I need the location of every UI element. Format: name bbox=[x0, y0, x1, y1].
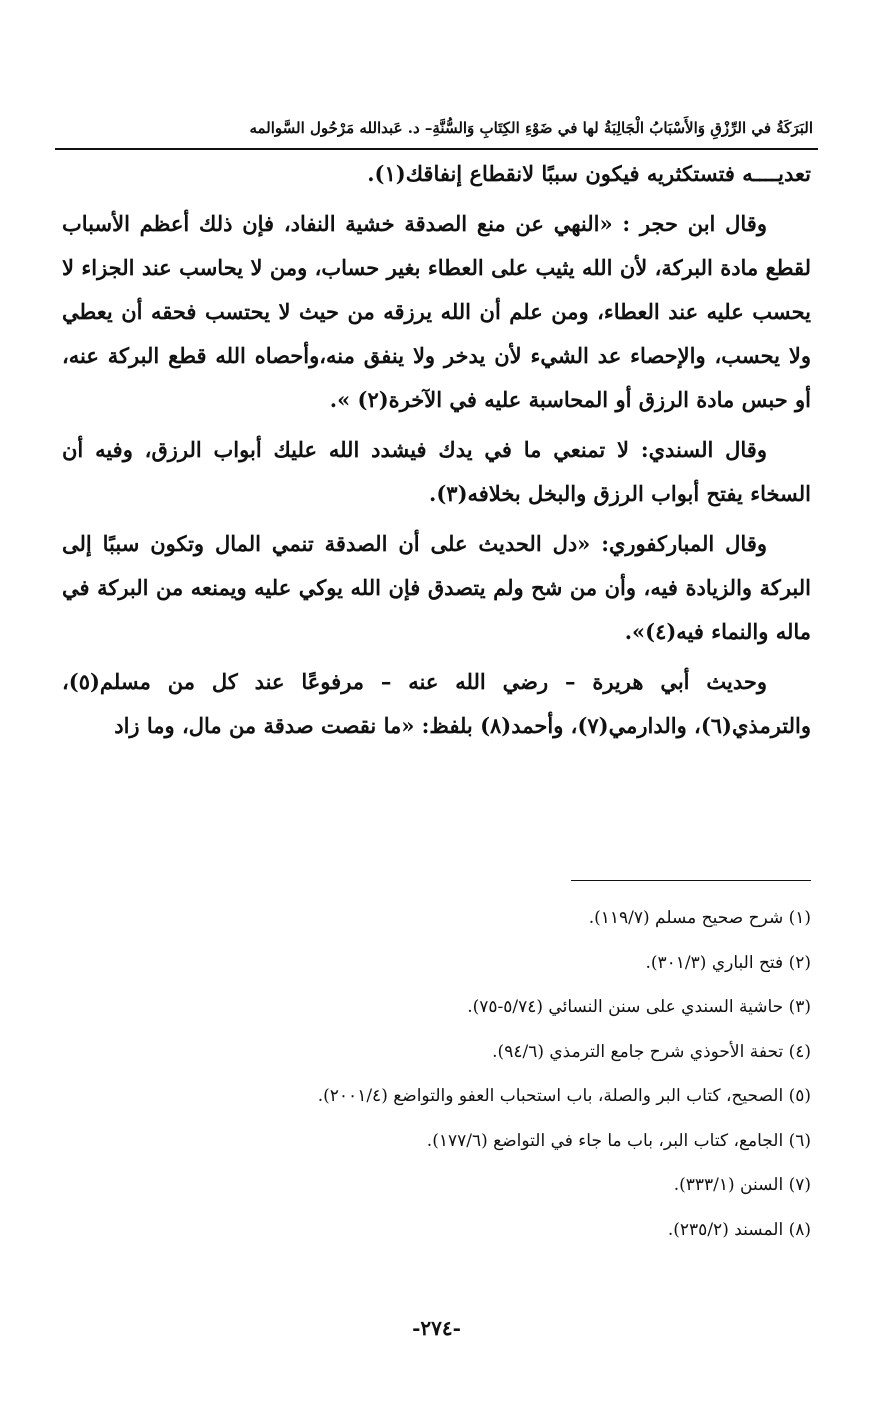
paragraph: وقال ابن حجر : «النهي عن منع الصدقة خشية النفاد، فإن ذلك أعظم الأسباب لقطع مادة البركة، لأن الله يثيب على العطاء بغير حساب، ومن لا يحاسب عند الجزاء لا يحسب عليه عند العطاء، ومن علم أن الله يرزقه من حيث لا يحتسب فحقه أن يعطي ولا يحسب، والإحصاء عد الشيء لأن يدخر ولا ينفق منه،وأحصاه الله قطع البركة عنه، أو حبس مادة الرزق أو المحاسبة عليه في الآخرة(٢) ». bbox=[62, 211, 811, 412]
footnote-item: (٣) حاشية السندي على سنن النسائي (٥/٧٤-٧٥). bbox=[467, 997, 811, 1017]
footnote-item: (٧) السنن (٣٣٣/١). bbox=[673, 1175, 811, 1195]
footnote-item: (٦) الجامع، كتاب البر، باب ما جاء في التواضع (١٧٧/٦). bbox=[426, 1130, 811, 1151]
running-header: البَرَكَةُ في الرِّزْقِ وَالأَسْبَابُ الْجَالِبَةُ لها في ضَوْءِ الكِتَابِ وَالسُّنَّةِ– د. عَبدالله مَرْحُول السَّوالمه bbox=[249, 119, 813, 137]
footnote-item: (٢) فتح الباري (٣٠١/٣). bbox=[645, 952, 811, 973]
paragraph: تعديــــه فتستكثريه فيكون سببًا لانقطاع إنفاقك(١). bbox=[367, 161, 811, 186]
paragraph: وحديث أبي هريرة – رضي الله عنه – مرفوعًا عند كل من مسلم(٥)، والترمذي(٦)، والدارمي(٧)، وأحمد(٨) بلفظ: «ما نقصت صدقة من مال، وما زاد bbox=[62, 669, 811, 738]
footnote-item: (٥) الصحيح، كتاب البر والصلة، باب استحباب العفو والتواضع (٢٠٠١/٤). bbox=[317, 1086, 811, 1106]
footnote-item: (٤) تحفة الأحوذي شرح جامع الترمذي (٩٤/٦). bbox=[492, 1041, 811, 1062]
footnote-divider bbox=[571, 880, 811, 881]
footnote-item: (٨) المسند (٢٣٥/٢). bbox=[667, 1219, 811, 1240]
footnotes-list bbox=[62, 896, 811, 1252]
paragraph: وقال السندي: لا تمنعي ما في يدك فيشدد الله عليك أبواب الرزق، وفيه أن السخاء يفتح أبواب الرزق والبخل بخلافه(٣). bbox=[62, 437, 811, 506]
header-divider bbox=[55, 148, 818, 150]
main-text bbox=[62, 152, 811, 754]
footnote-item: (١) شرح صحيح مسلم (١١٩/٧). bbox=[588, 908, 811, 928]
paragraph: وقال المباركفوري: «دل الحديث على أن الصدقة تنمي المال وتكون سببًا إلى البركة والزيادة فيه، وأن من شح ولم يتصدق فإن الله يوكي عليه ويمنعه من البركة في ماله والنماء فيه(٤)». bbox=[62, 531, 811, 644]
page-number: -٢٧٤- bbox=[412, 1316, 461, 1340]
